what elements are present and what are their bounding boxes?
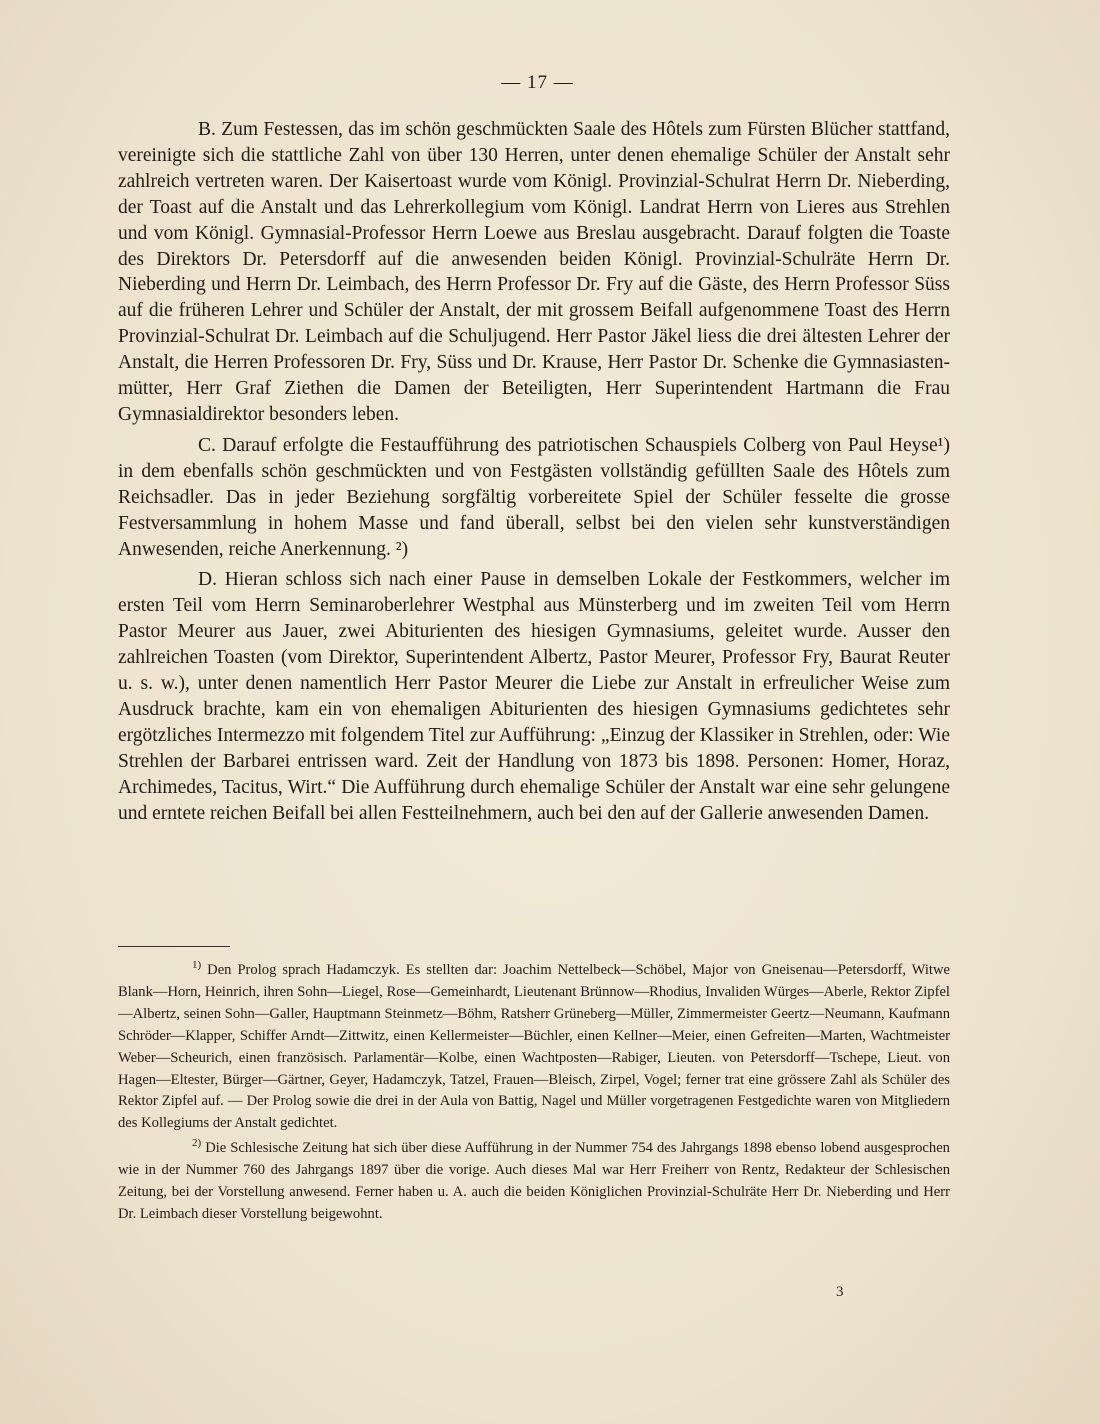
- paragraph-festessen: B. Zum Festessen, das im schön geschmückten Saale des Hôtels zum Fürsten Blücher stattfand, vereinigte sich die stattliche Zahl von über 130 Herren, unter denen ehemalige Schüler der Anstalt sehr zahlreich vertreten waren. Der Kaisertoast wurde vom Königl. Provinzial-Schulrat Herrn Dr. Nieberding, der Toast auf die Anstalt und das Lehrerkollegium vom Königl. Landrat Herrn von Lieres aus Strehlen und vom Königl. Gymnasial-Professor Herrn Loewe aus Breslau ausgebracht. Darauf folgten die Toaste des Direktors Dr. Petersdorff auf die anwesenden beiden Königl. Provinzial-Schulräte Herrn Dr. Nieberding und Herrn Dr. Leimbach, des Herrn Professor Dr. Fry auf die Gäste, des Herrn Professor Süss auf die früheren Lehrer und Schüler der Anstalt, der mit grossem Beifall aufgenommene Toast des Herrn Provinzial-Schulrat Dr. Leimbach auf die Schuljugend. Herr Pastor Jäkel liess die drei ältesten Lehrer der Anstalt, die Herren Professoren Dr. Fry, Süss und Dr. Krause, Herr Pastor Dr. Schenke die Gymnasiasten-mütter, Herr Graf Ziethen die Damen der Beteiligten, Herr Superintendent Hartmann die Frau Gymnasialdirektor besonders leben.: [118, 119, 950, 425]
- paragraph-festkommers: D. Hieran schloss sich nach einer Pause in demselben Lokale der Festkommers, welcher im ersten Teil vom Herrn Seminaroberlehrer Westphal aus Münsterberg und im zweiten Teil vom Herrn Pastor Meurer aus Jauer, zwei Abiturienten des hiesigen Gymnasiums, geleitet wurde. Ausser den zahlreichen Toasten (vom Direktor, Superintendent Albertz, Pastor Meurer, Professor Fry, Baurat Reuter u. s. w.), unter denen namentlich Herr Pastor Meurer die Liebe zur Anstalt in erfreulicher Weise zum Ausdruck brachte, kam ein von ehemaligen Abiturienten des hiesigen Gymnasiums gedichtetes sehr ergötzliches Intermezzo mit folgendem Titel zur Aufführung: „Einzug der Klassiker in Strehlen, oder: Wie Strehlen der Barbarei entrissen ward. Zeit der Handlung von 1873 bis 1898. Personen: Homer, Horaz, Archimedes, Tacitus, Wirt.“ Die Aufführung durch ehemalige Schüler der Anstalt war eine sehr gelungene und erntete reichen Beifall bei allen Festteilnehmern, auch bei den auf der Gallerie anwesenden Damen.: [118, 569, 950, 824]
- main-text: [118, 117, 950, 831]
- footnote-text: Die Schlesische Zeitung hat sich über diese Aufführung in der Nummer 754 des Jahrgangs 1898 ebenso lobend ausgesprochen wie in der Nummer 760 des Jahrgangs 1897 über die vorige. Auch dieses Mal war Herr Freiherr von Rentz, Redakteur der Schlesischen Zeitung, bei der Vorstellung anwesend. Ferner haben u. A. auch die beiden Königlichen Provinzial-Schulräte Herr Dr. Nieberding und Herr Dr. Leimbach dieser Vorstellung beigewohnt.: [118, 1140, 950, 1222]
- footnote-divider: [118, 946, 230, 947]
- footnote-text: Den Prolog sprach Hadamczyk. Es stellten dar: Joachim Nettelbeck—Schöbel, Major von Gneisenau—Petersdorff, Witwe Blank—Horn, Heinrich, ihren Sohn—Liegel, Rose—Gemeinhardt, Lieutenant Brünnow—Rhodius, Invaliden Würges—Aberle, Rektor Zipfel—Albertz, seinen Sohn—Galler, Hauptmann Steinmetz—Böhm, Ratsherr Grüneberg—Müller, Zimmermeister Geertz—Neumann, Kaufmann Schröder—Klapper, Schiffer Arndt—Zittwitz, einen Kellermeister—Büchler, einen Kellner—Meier, einen Gefreiten—Marten, Wachtmeister Weber—Scheurich, einen französisch. Parlamentär—Kolbe, einen Wachtposten—Rabiger, Lieuten. von Petersdorff—Tschepe, Lieut. von Hagen—Eltester, Bürger—Gärtner, Geyer, Hadamczyk, Tatzel, Frauen—Bleisch, Zirpel, Vogel; ferner trat eine grössere Zahl als Schüler des Rektor Zipfel auf. — Der Prolog sowie die drei in der Aula von Battig, Nagel und Müller vorgetragenen Festgedichte waren von Mitgliedern des Kollegiums der Anstalt gedichtet.: [118, 962, 951, 1132]
- footnote-marker: 1): [192, 959, 202, 972]
- page-number: — 17 —: [501, 72, 574, 93]
- paragraph-festauffuehrung: C. Darauf erfolgte die Festaufführung des patriotischen Schauspiels Colberg von Paul Heyse¹) in dem ebenfalls schön geschmückten und von Festgästen vollständig gefüllten Saale des Hôtels zum Reichsadler. Das in jeder Beziehung sorgfältig vorbereitete Spiel der Schüler fesselte die grosse Festversammlung in hohem Masse und fand überall, selbst bei den vielen sehr kunstverständigen Anwesenden, reiche Anerkennung. ²): [118, 434, 950, 560]
- footnotes: [118, 960, 950, 1229]
- footnote-2: [118, 1138, 950, 1226]
- footnote-marker: 2): [192, 1137, 202, 1150]
- footnote-1: [118, 960, 950, 1135]
- signature-mark: 3: [836, 1284, 844, 1300]
